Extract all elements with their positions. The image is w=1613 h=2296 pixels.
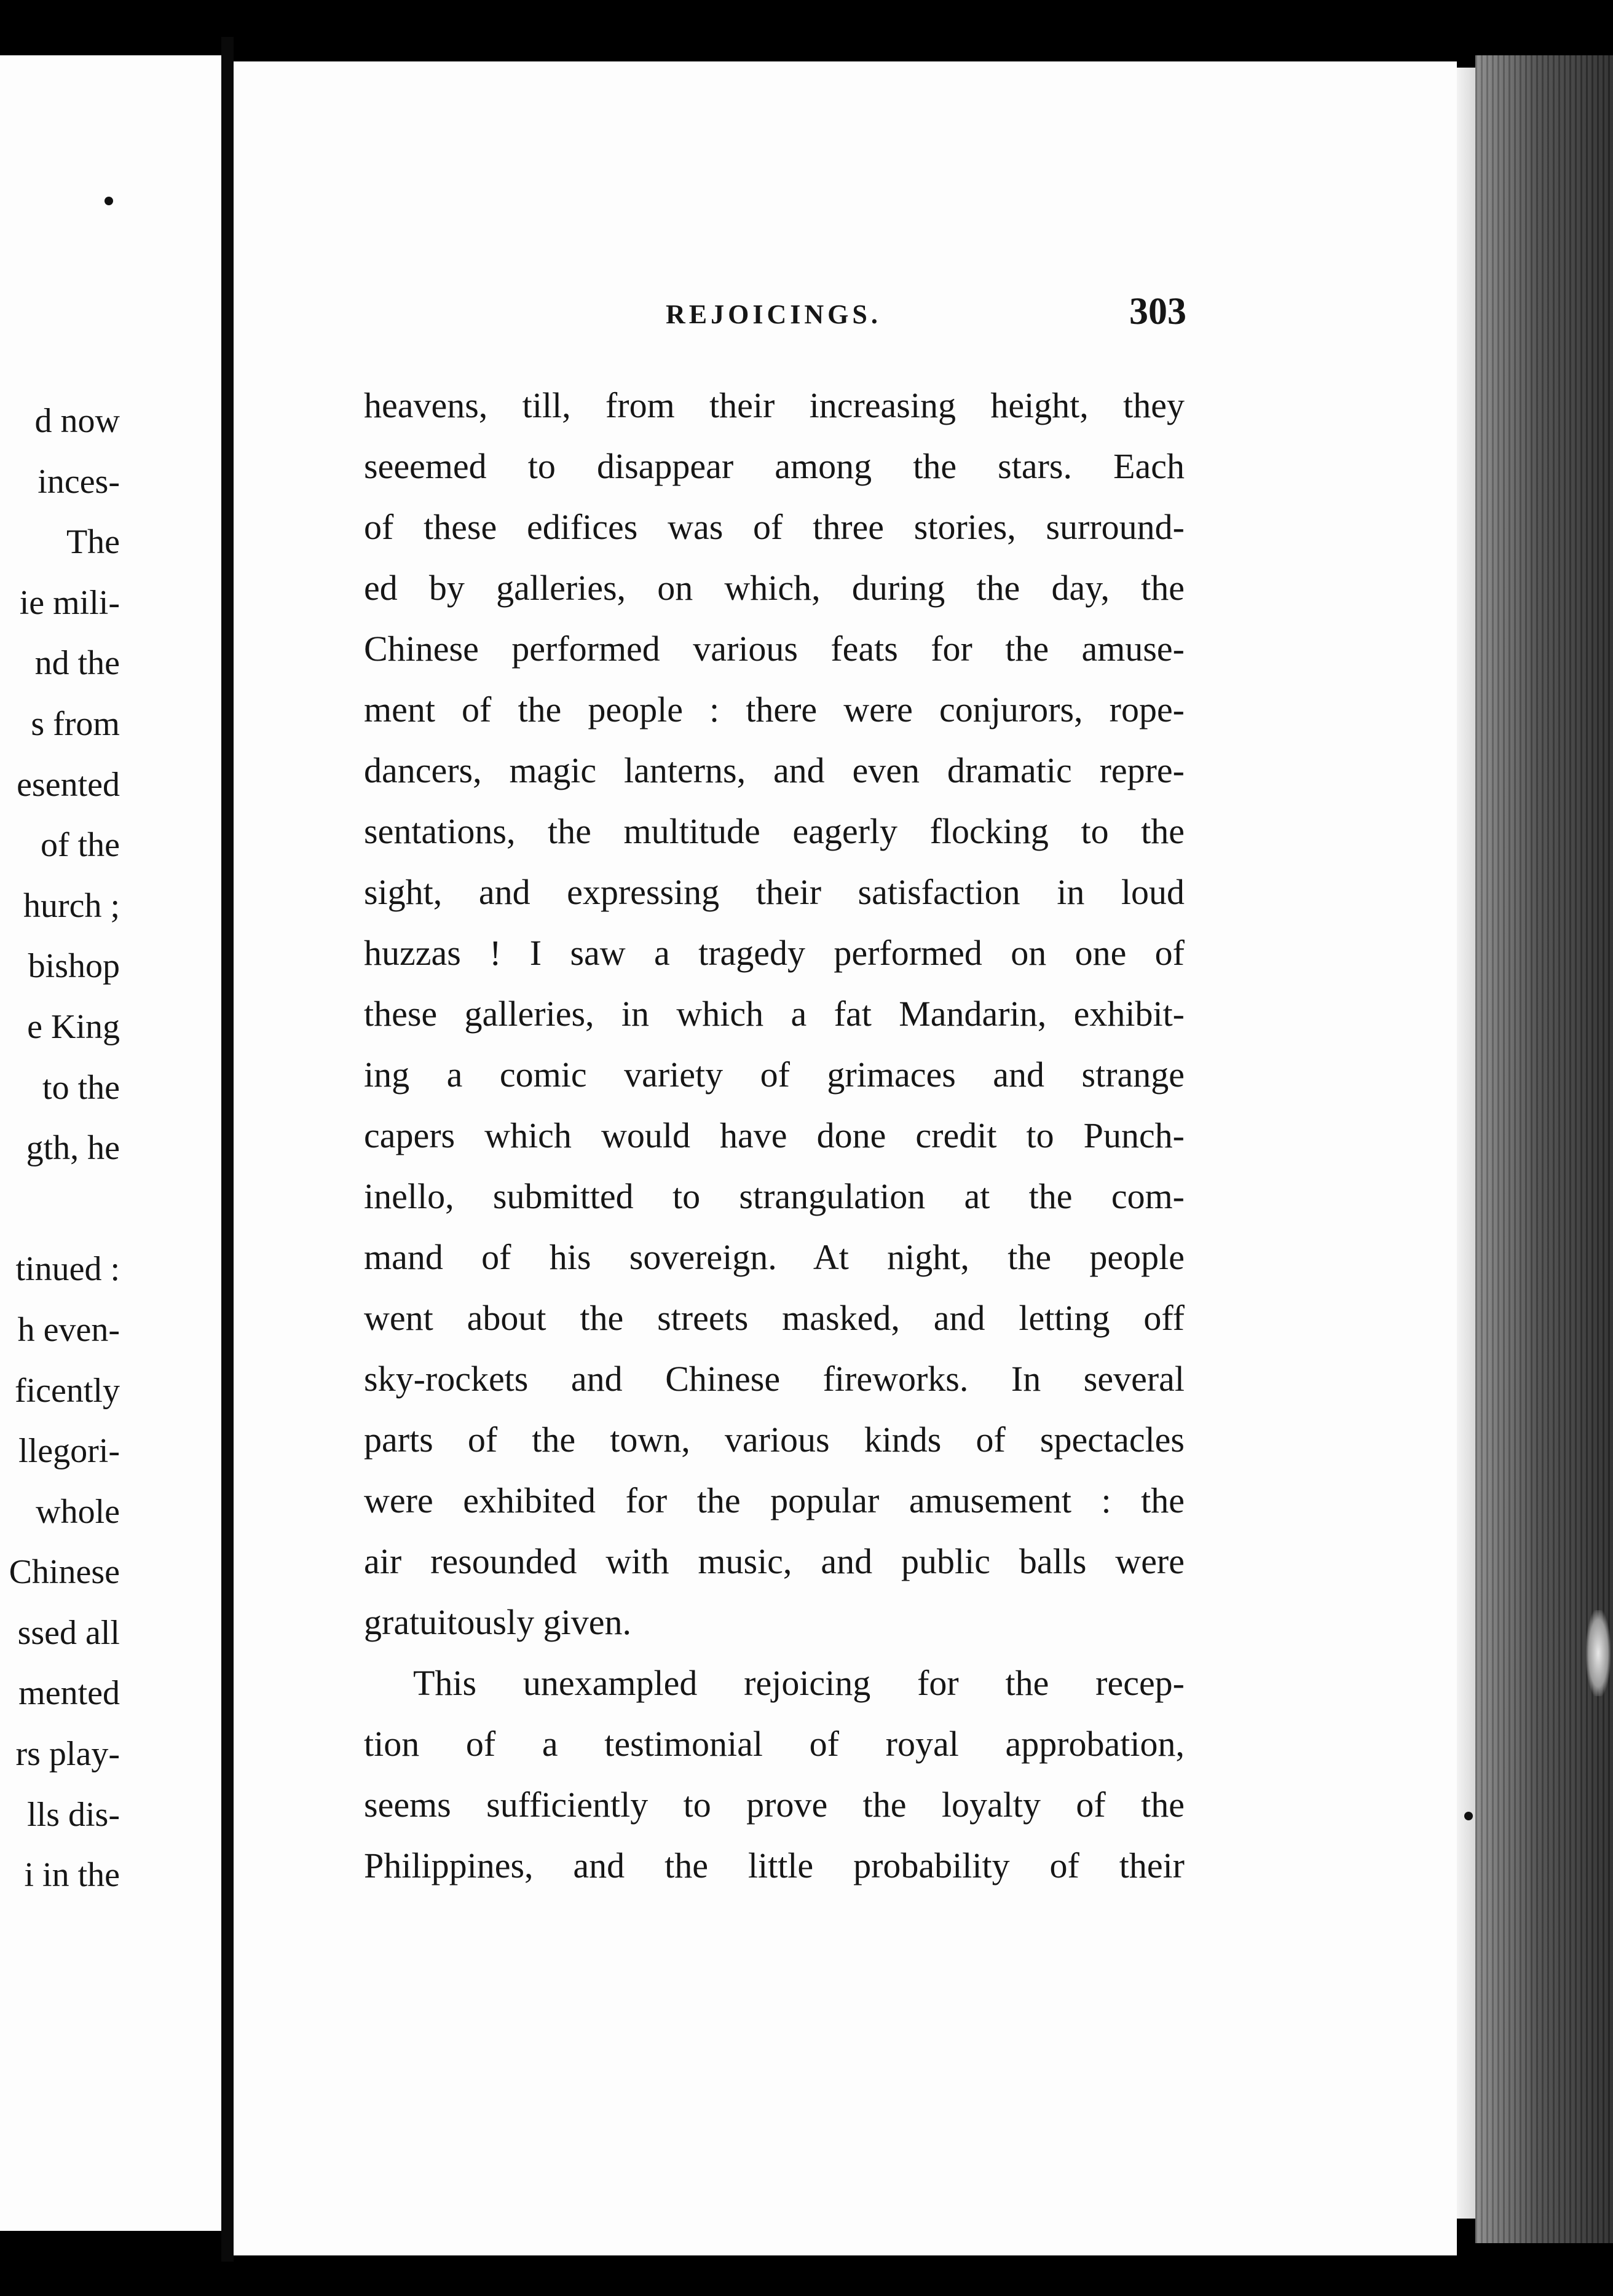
left-line: ficently [14,1371,120,1410]
left-line: ssed all [17,1613,120,1652]
book-gutter [221,37,234,2262]
left-line: of the [40,826,120,865]
binding-flake [1586,1610,1611,1696]
page-number: 303 [1129,291,1186,332]
left-line: rs play- [15,1735,120,1774]
text-line: went about the streets masked, and letting off [364,1298,1185,1338]
left-line: lls dis- [27,1795,120,1834]
left-line: e King [27,1007,120,1046]
ink-speck [1464,1812,1473,1820]
text-line: Chinese performed various feats for the amuse- [364,629,1185,669]
text-line: these galleries, in which a fat Mandarin, exhibit- [364,994,1185,1034]
left-line: hurch ; [23,886,120,925]
text-line: sight, and expressing their satisfaction in loud [364,872,1185,912]
left-line: h even- [17,1310,120,1349]
text-line: huzzas ! I saw a tragedy performed on one of [364,933,1185,973]
text-line: ing a comic variety of grimaces and strange [364,1055,1185,1095]
text-line: of these edifices was of three stories, surround- [364,507,1185,547]
paragraph-start-line: This unexampled rejoicing for the recep- [413,1663,1185,1703]
left-line: nd the [34,644,120,683]
text-line: Philippines, and the little probability of their [364,1846,1185,1885]
left-line: bishop [28,947,120,986]
text-line: were exhibited for the popular amusement : the [364,1480,1185,1520]
text-line: heavens, till, from their increasing height, they [364,385,1185,425]
text-line: tion of a testimonial of royal approbation, [364,1724,1185,1764]
left-line: The [66,523,120,562]
page-edge [1457,68,1475,2219]
left-line: mented [18,1674,120,1713]
text-line: inello, submitted to strangulation at the com- [364,1176,1185,1216]
text-line: sentations, the multitude eagerly flocking to the [364,811,1185,851]
left-line: ie mili- [19,583,120,622]
paragraph-end-line: gratuitously given. [364,1602,631,1642]
text-line: parts of the town, various kinds of spectacles [364,1420,1185,1460]
running-title: REJOICINGS. [666,299,881,329]
text-line: air resounded with music, and public balls were [364,1541,1185,1581]
left-line: whole [36,1492,120,1531]
page-body-text [364,375,1185,1896]
text-line: sky-rockets and Chinese fireworks. In several [364,1359,1185,1399]
book-binding [1475,55,1613,2243]
left-line: to the [42,1068,120,1107]
left-line: gth, he [26,1129,120,1168]
text-line: ment of the people : there were conjurors, rope- [364,690,1185,729]
running-head [360,290,1186,339]
text-line: capers which would have done credit to Punch- [364,1115,1185,1155]
left-line: s from [31,704,120,743]
left-line: esented [17,765,120,804]
left-line: llegori- [18,1432,120,1471]
left-line: i in the [24,1856,120,1895]
text-line: ed by galleries, on which, during the day, the [364,568,1185,608]
left-line: Chinese [9,1553,120,1592]
text-line: mand of his sovereign. At night, the people [364,1237,1185,1277]
left-line: tinued : [15,1250,120,1289]
left-line: inces- [37,462,120,501]
text-line: dancers, magic lanterns, and even dramatic repre- [364,750,1185,790]
left-line [9,1179,120,1240]
ink-speck [105,197,113,205]
left-page [0,55,221,2231]
left-line: d now [34,402,120,440]
text-line: seems sufficiently to prove the loyalty of the [364,1785,1185,1825]
left-page-text [9,391,120,1906]
text-line: seeemed to disappear among the stars. Each [364,446,1185,486]
